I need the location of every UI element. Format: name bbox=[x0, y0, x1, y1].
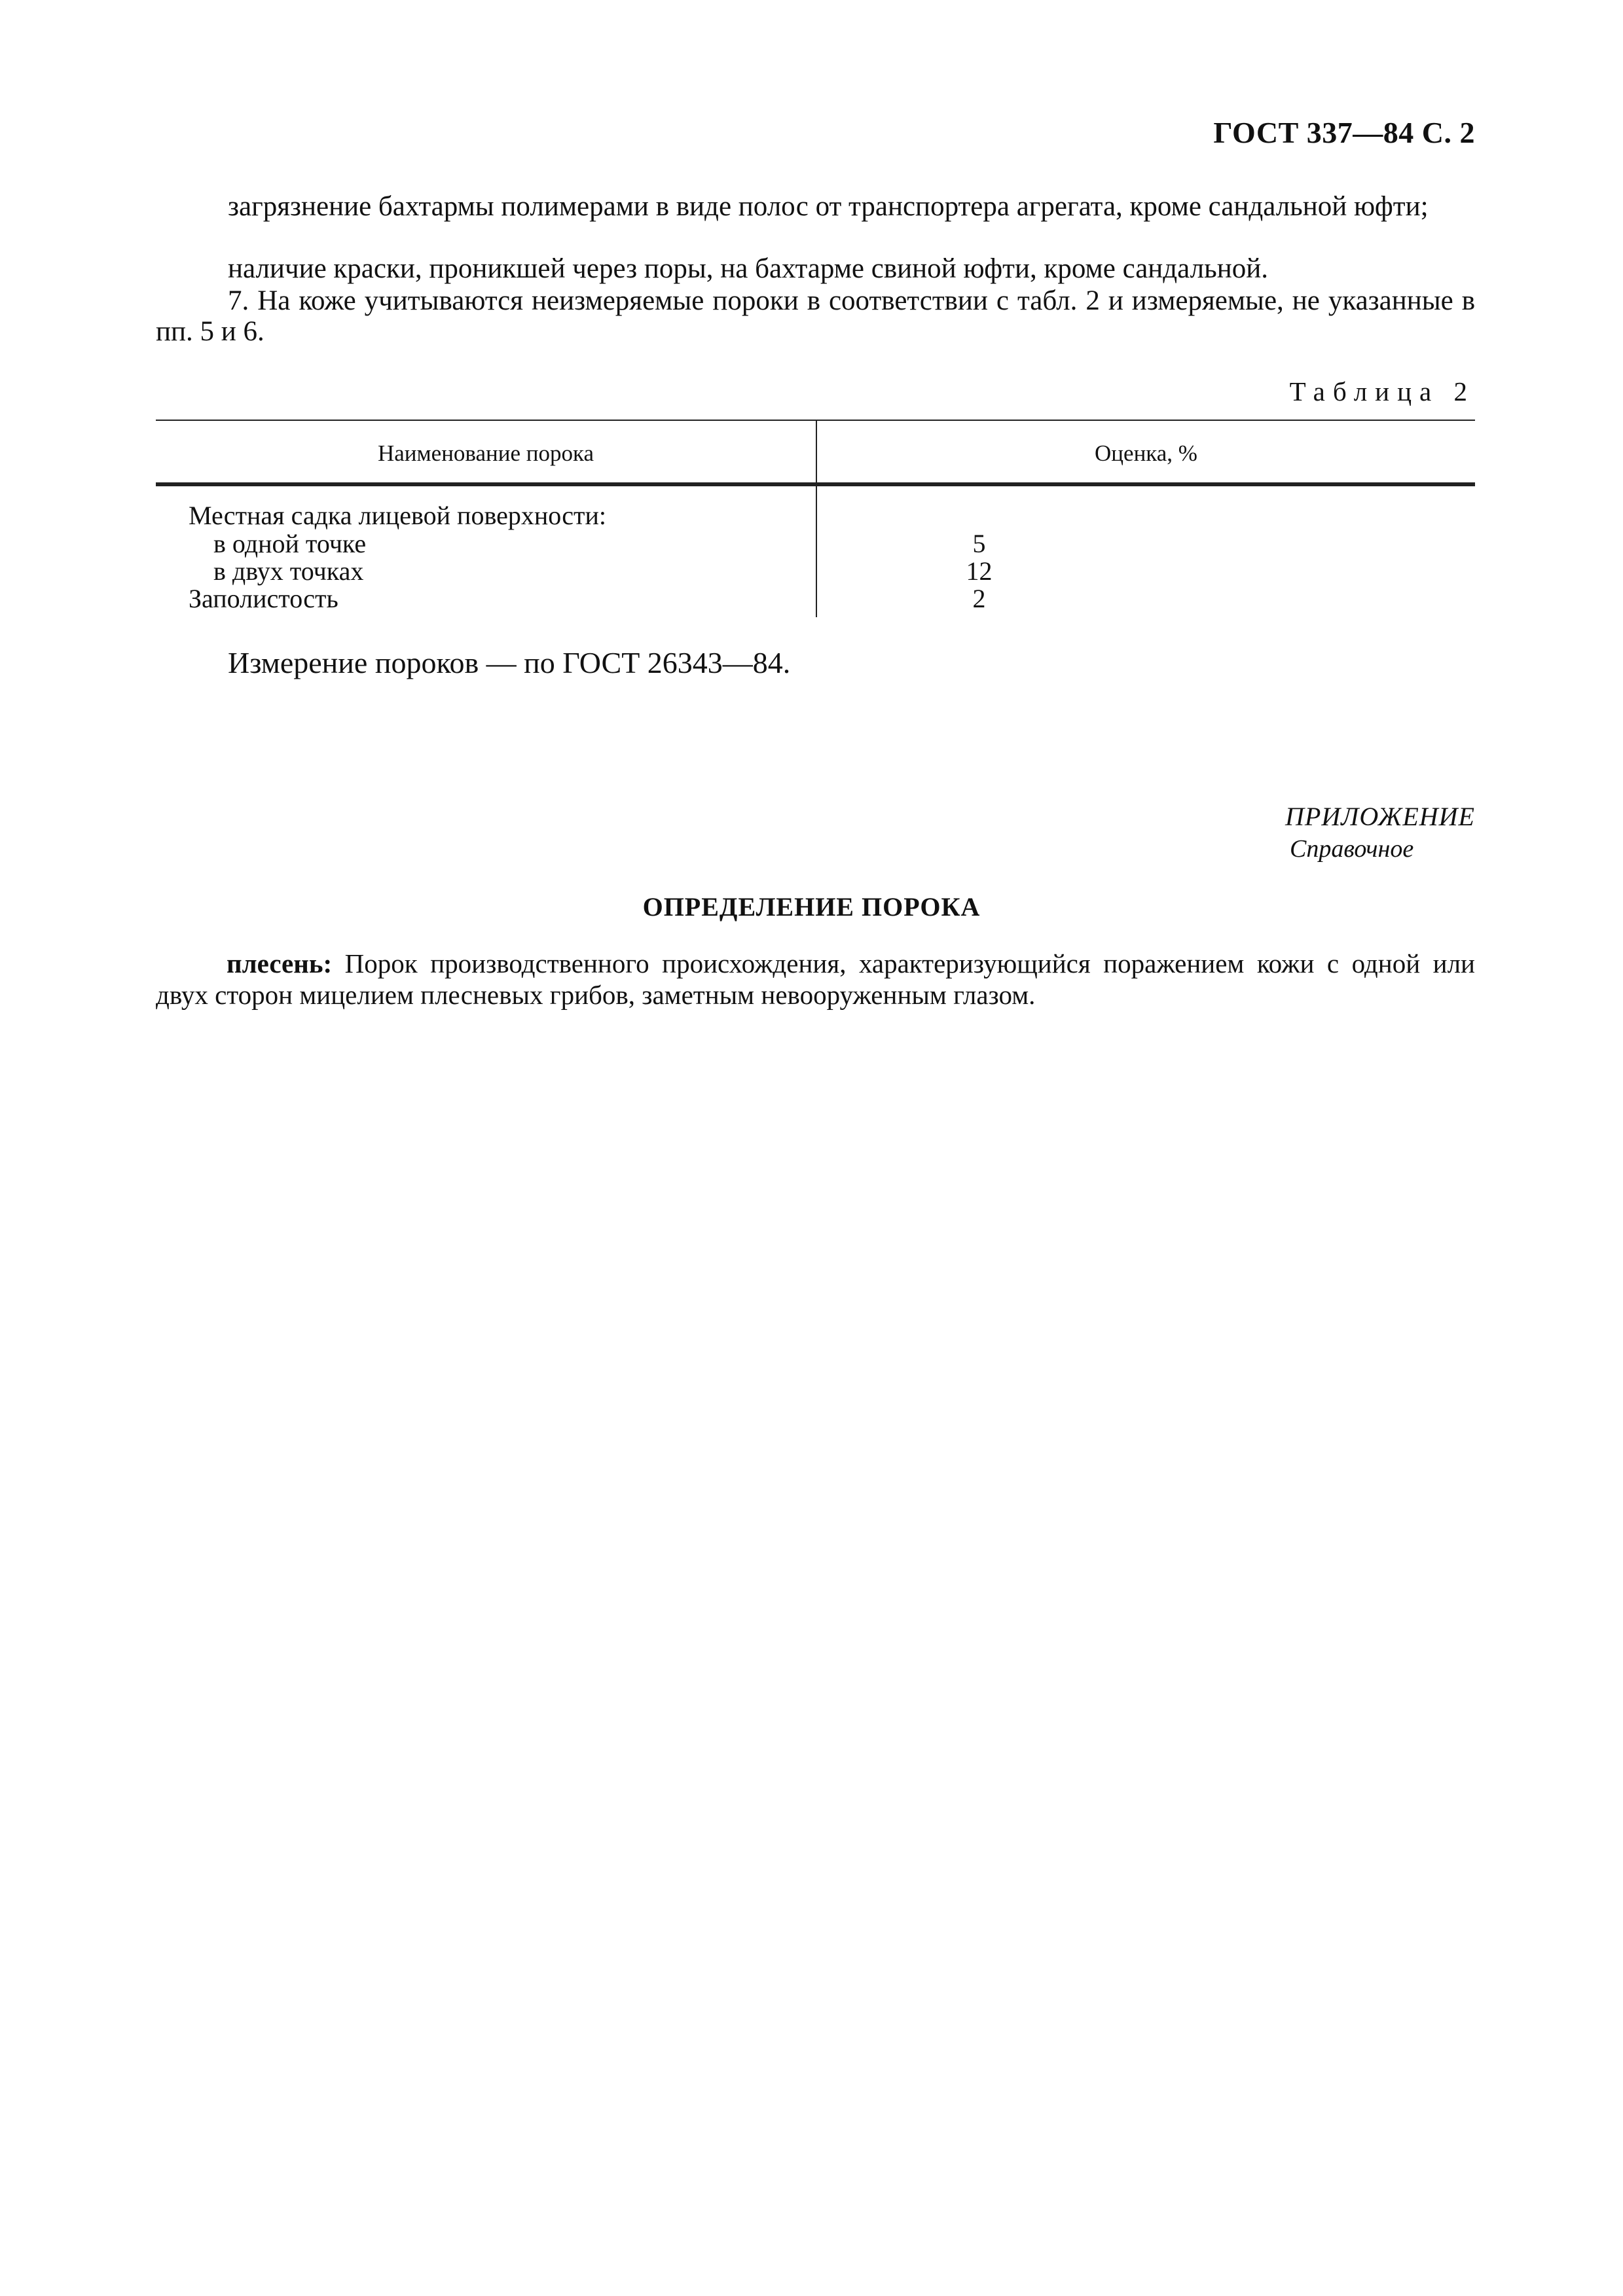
paragraph-pollution: загрязнение бахтармы полимерами в виде полос от транспортера агрегата, кроме сандальной юфти; bbox=[228, 191, 1429, 222]
definition-term: плесень: bbox=[227, 948, 333, 978]
table-header-name: Наименование порока bbox=[377, 440, 594, 466]
table-row-name: Местная садка лицевой поверхности: bbox=[189, 501, 607, 530]
appendix-sublabel: Справочное bbox=[1290, 835, 1414, 863]
measurement-note: Измерение пороков — по ГОСТ 26343—84. bbox=[228, 646, 791, 679]
table-row-value: 5 bbox=[972, 529, 986, 558]
table-row-value: 12 bbox=[966, 556, 993, 586]
paragraph-item-7: 7. На коже учитываются неизмеряемые пороки в соответствии с табл. 2 и измеряемые, не указанные в пп. 5 и 6. bbox=[156, 285, 1475, 347]
appendix-label: ПРИЛОЖЕНИЕ bbox=[1285, 802, 1475, 831]
table-row-value: 2 bbox=[972, 584, 986, 613]
section-title: ОПРЕДЕЛЕНИЕ ПОРОКА bbox=[642, 892, 981, 922]
page-header: ГОСТ 337—84 С. 2 bbox=[1213, 116, 1475, 149]
table-header-score: Оценка, % bbox=[1095, 440, 1197, 466]
table-row-name: в двух точках bbox=[213, 556, 364, 586]
definition-text: Порок производственного происхождения, характеризующийся поражением кожи с одной или двух сторон мицелием плесневых грибов, заметным невооруженным глазом. bbox=[156, 948, 1475, 1010]
table-row-name: Заполистость bbox=[189, 584, 338, 613]
table-row-name: в одной точке bbox=[213, 529, 367, 558]
definition-paragraph bbox=[156, 948, 1475, 1011]
defects-table bbox=[156, 420, 1475, 617]
table-caption: Таблица 2 bbox=[1289, 376, 1475, 406]
paragraph-paint: наличие краски, проникшей через поры, на бахтарме свиной юфти, кроме сандальной. bbox=[228, 253, 1268, 284]
